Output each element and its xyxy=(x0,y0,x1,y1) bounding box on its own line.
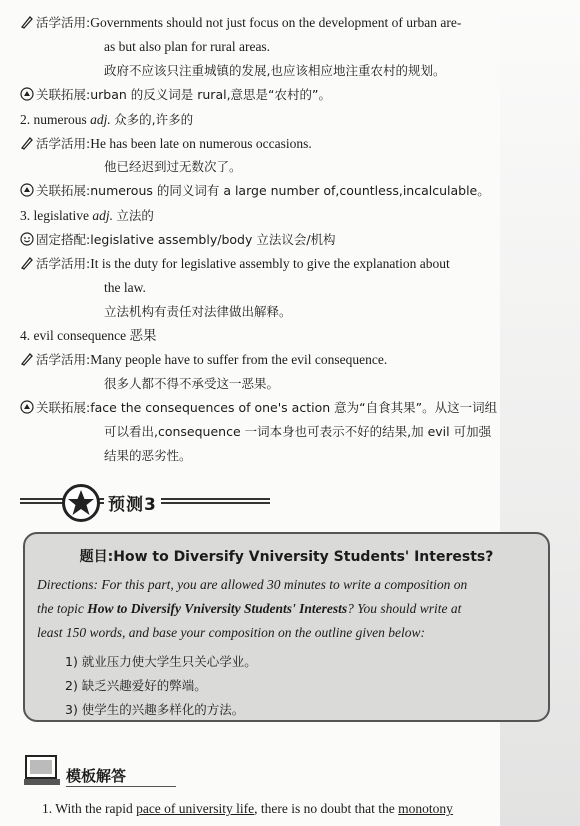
pen-icon xyxy=(20,256,34,270)
extension-line-1: 关联拓展:urban 的反义词是 rural,意思是“农村的”。 xyxy=(20,86,331,105)
extension-line-4: 可以看出,consequence 一词本身也可表示不好的结果,加 evil 可加强 xyxy=(104,424,492,439)
usage-line-5: the law. xyxy=(104,280,146,295)
extension-line-5: 结果的恶劣性。 xyxy=(104,448,192,463)
vocab-heading-legislative: 3. legislative adj. 立法的 xyxy=(20,208,154,223)
smile-icon xyxy=(20,232,34,246)
link-icon xyxy=(20,183,34,197)
link-icon xyxy=(20,400,34,414)
usage-line-1: 活学活用:Governments should not just focus on the development of urban are- xyxy=(20,14,461,33)
usage-translation-2: 他已经迟到过无数次了。 xyxy=(104,159,242,174)
usage-line-3: 活学活用:He has been late on numerous occasions. xyxy=(20,135,312,154)
computer-icon xyxy=(22,752,64,788)
usage-translation-4: 很多人都不得不承受这一恶果。 xyxy=(104,376,280,391)
outline-point: 3) 使学生的兴趣多样化的方法。 xyxy=(65,702,245,717)
template-rule xyxy=(66,786,176,787)
pen-icon xyxy=(20,15,34,29)
extension-line-2: 关联拓展:numerous 的同义词有 a large number of,countless,incalculable。 xyxy=(20,182,490,201)
collocation-line-1: 固定搭配:legislative assembly/body 立法议会/机构 xyxy=(20,231,336,250)
directions-line-2: the topic How to Diversify Vniversity Students' Interests? You should write at xyxy=(37,601,462,616)
banner-label: 预测3 xyxy=(104,490,161,515)
answer-paragraph-1: 1. With the rapid pace of university life, there is no doubt that the monotony xyxy=(42,801,453,816)
directions-line-1: Directions: For this part, you are allowed 30 minutes to write a composition on xyxy=(37,577,468,592)
usage-translation-3: 立法机构有责任对法律做出解释。 xyxy=(104,304,292,319)
link-icon xyxy=(20,87,34,101)
vocab-heading-evil-consequence: 4. evil consequence 恶果 xyxy=(20,328,157,343)
usage-translation-1: 政府不应该只注重城镇的发展,也应该相应地注重农村的规划。 xyxy=(104,63,446,78)
extension-line-3: 关联拓展:face the consequences of one's action 意为“自食其果”。从这一词组 xyxy=(20,399,497,418)
outline-point: 1) 就业压力使大学生只关心学业。 xyxy=(65,654,257,669)
question-title: 题目:How to Diversify Vniversity Students' Interests? xyxy=(79,549,494,565)
usage-line-4: 活学活用:It is the duty for legislative assembly to give the explanation about xyxy=(20,255,450,274)
pen-icon xyxy=(20,136,34,150)
prediction-banner xyxy=(20,482,560,522)
outline-point: 2) 缺乏兴趣爱好的弊端。 xyxy=(65,678,207,693)
vocab-heading-numerous: 2. numerous adj. 众多的,许多的 xyxy=(20,112,194,127)
template-answer-label: 模板解答 xyxy=(66,767,127,785)
usage-line-2: as but also plan for rural areas. xyxy=(104,39,271,54)
pen-icon xyxy=(20,352,34,366)
usage-tag: 活学活用: xyxy=(20,15,90,30)
directions-line-3: least 150 words, and base your composition on the outline given below: xyxy=(37,625,425,640)
question-box xyxy=(23,532,550,722)
usage-line-6: 活学活用:Many people have to suffer from the evil consequence. xyxy=(20,351,387,370)
star-badge-icon xyxy=(62,484,100,522)
